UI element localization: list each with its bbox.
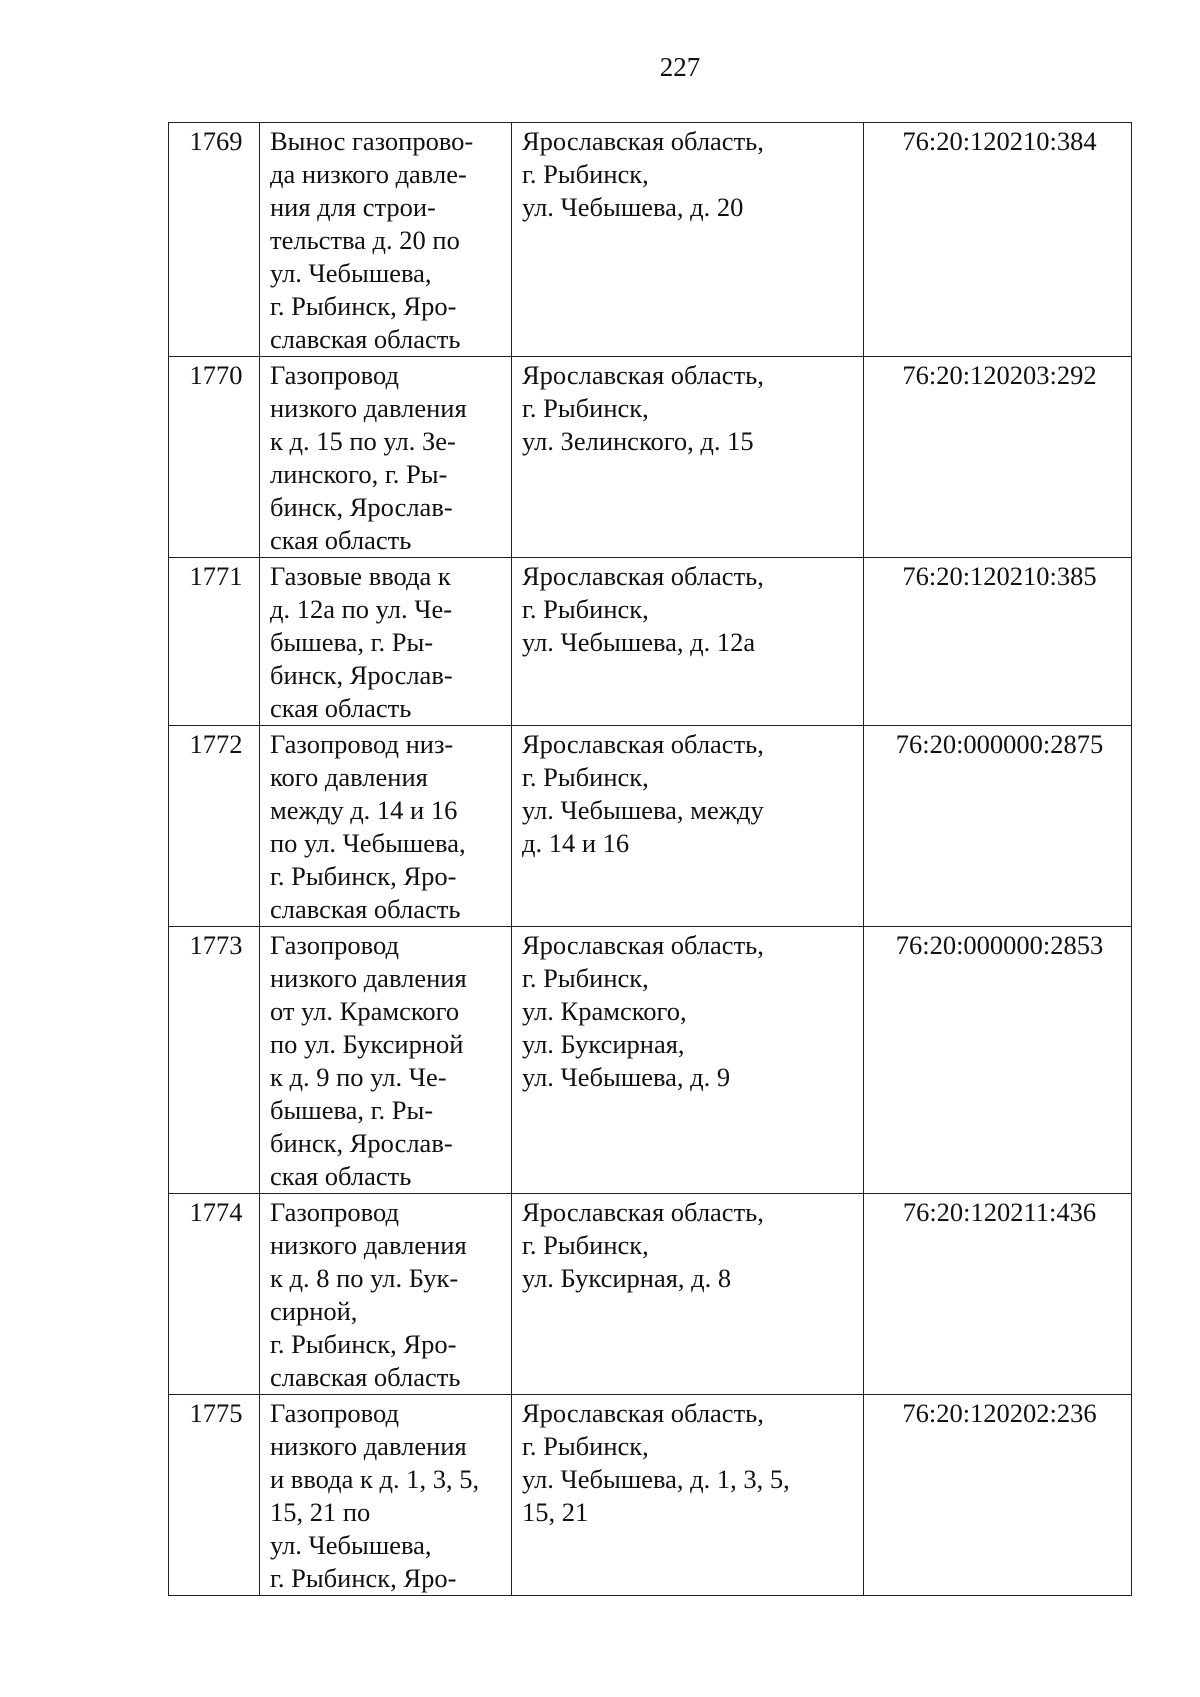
row-number: 1773 (169, 927, 260, 1194)
object-name: Газопровод низкого давления от ул. Крамского по ул. Буксирной к д. 9 по ул. Че- бышева, г. Ры- бинск, Ярослав- ская область (260, 927, 512, 1194)
cadastral-number: 76:20:120210:385 (864, 558, 1132, 726)
table-row (169, 357, 1132, 558)
object-name: Газопровод низкого давления к д. 15 по ул. Зе- линского, г. Ры- бинск, Ярослав- ская область (260, 357, 512, 558)
cadastral-number: 76:20:120202:236 (864, 1395, 1132, 1596)
object-address: Ярославская область, г. Рыбинск, ул. Буксирная, д. 8 (512, 1194, 864, 1395)
object-address: Ярославская область, г. Рыбинск, ул. Чебышева, между д. 14 и 16 (512, 726, 864, 927)
object-name: Газовые ввода к д. 12а по ул. Че- бышева, г. Ры- бинск, Ярослав- ская область (260, 558, 512, 726)
table-row (169, 1395, 1132, 1596)
object-address: Ярославская область, г. Рыбинск, ул. Крамского, ул. Буксирная, ул. Чебышева, д. 9 (512, 927, 864, 1194)
cadastral-number: 76:20:120210:384 (864, 123, 1132, 357)
registry-table (168, 122, 1132, 1596)
object-name: Газопровод низ- кого давления между д. 14 и 16 по ул. Чебышева, г. Рыбинск, Яро- славская область (260, 726, 512, 927)
object-address: Ярославская область, г. Рыбинск, ул. Чебышева, д. 1, 3, 5, 15, 21 (512, 1395, 864, 1596)
row-number: 1770 (169, 357, 260, 558)
row-number: 1771 (169, 558, 260, 726)
table-row (169, 1194, 1132, 1395)
page-number: 227 (659, 52, 701, 82)
table-row (169, 726, 1132, 927)
object-address: Ярославская область, г. Рыбинск, ул. Чебышева, д. 20 (512, 123, 864, 357)
object-address: Ярославская область, г. Рыбинск, ул. Чебышева, д. 12а (512, 558, 864, 726)
object-address: Ярославская область, г. Рыбинск, ул. Зелинского, д. 15 (512, 357, 864, 558)
cadastral-number: 76:20:120211:436 (864, 1194, 1132, 1395)
table-row (169, 927, 1132, 1194)
cadastral-number: 76:20:000000:2875 (864, 726, 1132, 927)
row-number: 1769 (169, 123, 260, 357)
table-row (169, 558, 1132, 726)
object-name: Вынос газопрово- да низкого давле- ния для строи- тельства д. 20 по ул. Чебышева, г. Рыбинск, Яро- славская область (260, 123, 512, 357)
cadastral-number: 76:20:120203:292 (864, 357, 1132, 558)
row-number: 1775 (169, 1395, 260, 1596)
row-number: 1774 (169, 1194, 260, 1395)
object-name: Газопровод низкого давления к д. 8 по ул. Бук- сирной, г. Рыбинск, Яро- славская область (260, 1194, 512, 1395)
object-name: Газопровод низкого давления и ввода к д. 1, 3, 5, 15, 21 по ул. Чебышева, г. Рыбинск, Яро- (260, 1395, 512, 1596)
row-number: 1772 (169, 726, 260, 927)
table-row (169, 123, 1132, 357)
cadastral-number: 76:20:000000:2853 (864, 927, 1132, 1194)
